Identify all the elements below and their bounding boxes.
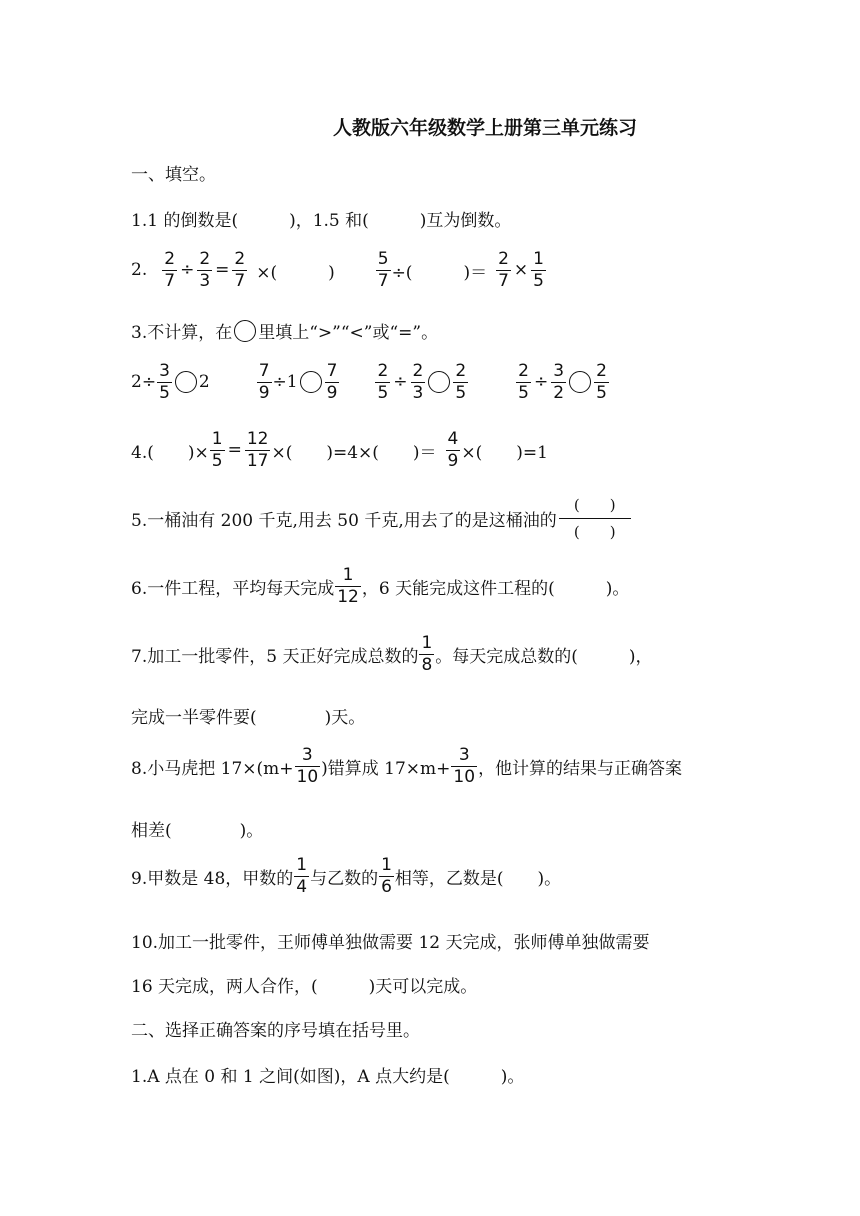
fraction [232,250,247,290]
text-span: )错算成 17×m+ [321,758,451,779]
text-span: = [227,440,242,461]
compare-circle-icon [175,371,197,393]
numerator: 1 [211,429,223,449]
fraction [496,250,511,290]
denominator: ( ) [559,518,631,541]
question-6 [131,566,629,606]
fraction [245,430,271,470]
text-span: 16 天完成，两人合作，( )天可以完成。 [131,977,478,997]
section2-heading [131,1016,420,1041]
denominator: 7 [377,270,389,291]
numerator: 1 [381,855,392,875]
fraction [257,362,272,402]
numerator: 4 [447,429,459,449]
numerator: 2 [596,361,607,381]
text-span: 2. [131,260,148,281]
question-7-line2 [131,703,365,728]
text-span: 相差( )。 [131,821,264,841]
answer-fraction-blank[interactable] [559,496,631,541]
text-span: ÷ [534,372,549,393]
denominator: 9 [258,382,270,403]
fraction [531,250,546,290]
denominator: 2 [553,382,565,403]
text-span: 里填上“>”“<”或“=”。 [258,323,439,343]
numerator: 1 [342,565,354,585]
fraction [295,746,321,786]
text-span: 9.甲数是 48，甲数的 [131,868,294,889]
text-span: ÷ [180,260,195,281]
fraction [379,856,394,896]
text-span: 完成一半零件要( )天。 [131,708,366,728]
denominator: 9 [447,450,459,471]
numerator: 2 [455,361,467,381]
numerator: 2 [234,249,246,269]
fraction [411,362,426,402]
question-10-line2 [131,972,477,997]
numerator: 2 [199,249,211,269]
fraction [375,362,390,402]
question-1 [131,206,511,231]
fraction [376,250,391,290]
denominator: 5 [455,382,467,403]
text-span: 1.1 的倒数是( )，1.5 和( )互为倒数。 [131,211,512,231]
compare-circle-icon [234,320,256,342]
text-span: 6.一件工程，平均每天完成 [131,578,335,599]
denominator: 5 [533,270,544,291]
denominator: 5 [159,382,170,403]
denominator: 3 [412,382,424,403]
text-span: 与乙数的 [310,868,379,889]
section1-heading [131,160,216,185]
text-span: ×( ) [256,262,335,283]
text-span: 2÷ [131,372,157,393]
text-span: × [513,260,529,281]
numerator: 7 [258,361,270,381]
text-span: ×( )=4×( )＝ [271,442,437,463]
text-span: 相等，乙数是( )。 [394,868,562,889]
denominator: 4 [296,876,308,897]
text-span: 4.( )× [131,442,209,463]
fraction [446,430,461,470]
fraction [325,362,340,402]
fraction [157,362,172,402]
numerator: 2 [377,361,389,381]
question-5 [131,496,631,541]
numerator: 3 [458,745,470,765]
section2-question-1 [131,1062,524,1087]
text-span: 7.加工一批零件，5 天正好完成总数的 [131,646,419,667]
question-2 [131,250,547,290]
denominator: 7 [234,270,246,291]
fraction [451,746,477,786]
denominator: 12 [337,586,359,607]
text-span: 一、填空。 [131,165,216,185]
text-span: ，6 天能完成这件工程的( )。 [361,578,630,599]
numerator: 2 [412,361,424,381]
compare-circle-icon [569,371,591,393]
denominator: 17 [246,450,269,471]
text-span: 3.不计算，在 [131,323,233,343]
page-title: 人教版六年级数学上册第三单元练习 [333,117,638,139]
question-9 [131,856,561,896]
numerator: 3 [301,745,313,765]
numerator: 2 [498,249,509,269]
text-span: 1.A 点在 0 和 1 之间(如图)，A 点大约是( )。 [131,1067,525,1087]
denominator: 8 [421,654,433,675]
numerator: 7 [326,361,338,381]
denominator: 10 [453,766,476,787]
numerator: 3 [553,361,565,381]
fraction [210,430,225,470]
numerator: 2 [518,361,529,381]
fraction [551,362,566,402]
numerator: 12 [246,429,269,449]
fraction [516,362,531,402]
text-span: ×( )=1 [461,442,548,463]
question-3-expressions [131,362,610,402]
denominator: 5 [377,382,389,403]
text-span: 2 [198,372,210,393]
compare-circle-icon [428,371,450,393]
denominator: 5 [518,382,529,403]
question-3 [131,318,438,343]
numerator: 5 [377,249,389,269]
numerator: 1 [533,249,544,269]
denominator: 6 [381,876,392,897]
numerator: 3 [159,361,170,381]
fraction [419,634,434,674]
question-8 [131,746,682,786]
denominator: 5 [596,382,607,403]
text-span: ÷( )＝ [391,262,488,283]
fraction [594,362,609,402]
text-span: 10.加工一批零件，王师傅单独做需要 12 天完成，张师傅单独做需要 [131,933,650,953]
fraction [294,856,309,896]
fraction [162,250,177,290]
denominator: 7 [164,270,176,291]
text-span: ，他计算的结果与正确答案 [478,758,683,779]
numerator: 1 [421,633,433,653]
question-8-line2 [131,816,263,841]
numerator: 2 [164,249,176,269]
text-span: ÷1 [272,372,298,393]
question-7 [131,634,653,674]
denominator: 9 [326,382,338,403]
text-span: = [215,260,230,281]
denominator: 7 [498,270,509,291]
question-10 [131,928,649,953]
numerator: ( ) [573,496,616,514]
text-span: 5.一桶油有 200 千克,用去 50 千克,用去了的是这桶油的 [131,511,557,531]
denominator: 5 [211,450,223,471]
question-4 [131,430,548,470]
compare-circle-icon [300,371,322,393]
denominator: 3 [199,270,211,291]
fraction [453,362,468,402]
text-span: 二、选择正确答案的序号填在括号里。 [131,1021,420,1041]
fraction [335,566,361,606]
text-span: 8.小马虎把 17×(m+ [131,758,294,779]
denominator: 10 [296,766,319,787]
text-span: 。每天完成总数的( )， [435,646,653,667]
fraction [197,250,212,290]
text-span: ÷ [393,372,408,393]
numerator: 1 [296,855,308,875]
